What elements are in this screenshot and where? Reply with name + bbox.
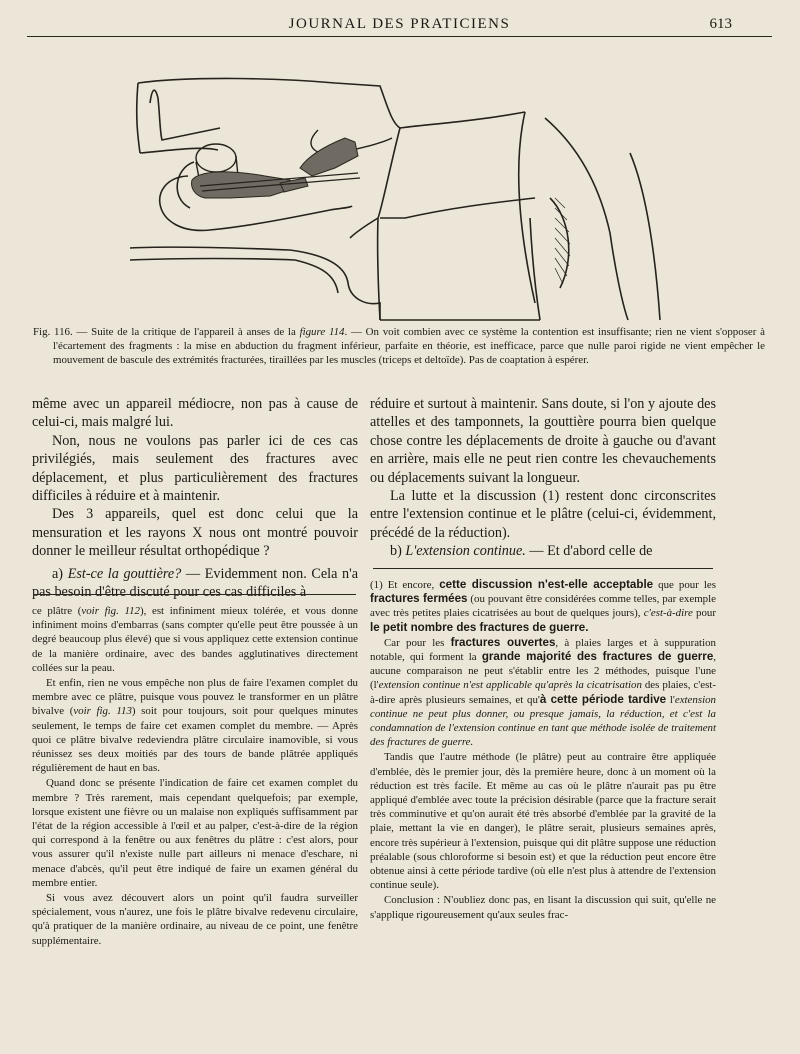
- caption-text-2: . — On voit combien avec ce système la contention est insuffisante; rien ne vient s'opposer à l'écartement des fragments : la mise en abduction du fragment inférieur, parfaite en théorie, est inefficace, parce que nulle paroi rigide ne vient empêcher le mouvement de bascule des extrémités fracturées, tiraillées par les muscles (triceps et deltoïde). Pas de coaptation à espérer.: [53, 326, 765, 367]
- right-note-4: Conclusion : N'oubliez donc pas, en lisant la discussion qui suit, qu'elle ne s'applique rigoureusement qu'aux seules frac-: [370, 894, 716, 921]
- left-column: [32, 395, 358, 601]
- right-note-1: (1) Et encore, cette discussion n'est-elle acceptable que pour les fractures fermées (ou pouvant être considérées comme telles, par exemple avec très petites plaies cicatrisées au bout de quelques jours), c'est-à-dire pour le petit nombre des fractures de guerre.: [370, 578, 717, 634]
- page-header: [27, 10, 772, 37]
- section-a-title: Est-ce la gouttière?: [67, 565, 182, 582]
- left-paragraph-1: même avec un appareil médiocre, non pas à cause de celui-ci, mais malgré lui.: [32, 396, 358, 431]
- figure-caption: [33, 325, 765, 368]
- right-column: [370, 395, 716, 561]
- left-note-4: Si vous avez découvert alors un point qu'il faudra surveiller spécialement, vous n'aurez, une fois le plâtre bivalve redevenu circulaire, qu'à pratiquer de la manière ordinaire, au niveau de ce point, une fenêtre supplémentaire.: [32, 892, 358, 947]
- right-note-2: Car pour les fractures ouvertes, à plaies larges et à suppuration notable, qui forment la grande majorité des fractures de guerre, aucune comparaison ne peut s'établir entre les 2 méthodes, puisque l'une (l'extension continue n'est applicable qu'après la cicatrisation des plaies, c'est-à-dire après plusieurs semaines, et qu'à cette période tardive l'extension continue ne peut plus donner, ou presque jamais, la réduction, et c'est la condamnation de l'extension continue en tant que méthode isolée de traitement des fractures de guerre.: [370, 635, 717, 749]
- page-number: 613: [709, 16, 732, 32]
- fig-ref-112: voir fig. 112: [81, 605, 140, 617]
- fig-ref-113: voir fig. 113: [73, 705, 132, 718]
- right-paragraph-1: réduire et surtout à maintenir. Sans doute, si l'on y ajoute des attelles et des tamponnets, la gouttière pourra bien quelque chose contre les déplacements de droite à gauche ou d'avant en arrière, mais elle ne peut rien contre les chevauchements ou déplacements suivant la longueur.: [370, 396, 716, 486]
- figure-illustration: [130, 58, 690, 323]
- left-paragraph-2: Non, nous ne voulons pas parler ici de ces cas privilégiés, mais seulement des fractures avec déplacement, et plus particulièrement des fractures difficiles à réduire et à maintenir.: [32, 432, 358, 505]
- section-b-title: L'extension continue.: [405, 543, 526, 560]
- right-note-3: Tandis que l'autre méthode (le plâtre) peut au contraire être appliquée d'emblée, dès le premier jour, dès la première heure, donc à un moment où la réduction est très facile. Et même au cas où le plâtre n'aurait pas pu être appliqué d'emblée avec toute la précision désirable (parce que la fracture serait très comminutive et qu'on aurait été très absorbé d'emblée par la gravité de la plaie, mettant la vie en danger), le plâtre serait, plusieurs semaines après, encore très supérieur à l'extension, puisque qui dit plâtre suppose une réduction préalable (sous chloroforme si besoin est) et que la réduction peut encore être obtenue ainsi à cette période tardive (où elle n'est plus à attendre de l'extension continue seule).: [370, 751, 716, 892]
- section-b-text: — Et d'abord celle de: [525, 543, 653, 560]
- left-paragraph-3: Des 3 appareils, quel est donc celui que la mensuration et les rayons X nous ont montré pouvoir donner le meilleur résultat orthopédique ?: [32, 506, 358, 560]
- section-b-marker: b): [390, 543, 406, 560]
- caption-label: Fig. 116.: [33, 326, 73, 338]
- left-footnotes: [32, 604, 358, 949]
- footnote-divider-left: [34, 594, 356, 595]
- section-a-marker: a): [52, 565, 68, 582]
- left-paragraph-4: [32, 565, 358, 602]
- left-note-3: Quand donc se présente l'indication de faire cet examen complet du membre ? Très rarement, mais cependant quelquefois; par exemple, lorsque existent une fièvre ou un malaise non expliqués suffisamment par l'état de la région accessible à l'œil et au palper, c'est-à-dire de la région qui correspond à la fenêtre ou aux fenêtres du plâtre : c'est alors, pour vous assurer qu'il n'existe nulle part ailleurs ni menace d'eschare, ni menace d'abcès, qu'il peut être indiqué de faire un examen général du membre entier.: [32, 777, 358, 889]
- left-note-2: Et enfin, rien ne vous empêche non plus de faire l'examen complet du membre avec ce plâtre, puisque vous pouvez le transformer en un plâtre bivalve (voir fig. 113) soit pour toujours, soit pour quelques minutes seulement, le temps de faire cet examen complet du membre. — Après quoi ce plâtre bivalve redeviendra plâtre circulaire inamovible, si vous réunissez ses deux moitiés par des tours de bande plâtrée appliqués régulièrement de haut en bas.: [32, 677, 359, 775]
- right-footnotes: [370, 578, 716, 923]
- section-a-text: — Evidemment non. Cela n'a pas besoin d'être discuté pour ces cas difficiles à: [32, 565, 358, 601]
- footnote-divider-right: [373, 568, 713, 569]
- journal-title: JOURNAL DES PRATICIENS: [288, 16, 511, 32]
- caption-figure-ref: figure 114: [299, 326, 345, 338]
- right-paragraph-3: [370, 542, 716, 560]
- caption-text-1: — Suite de la critique de l'appareil à anses de la: [76, 326, 300, 338]
- right-paragraph-2: La lutte et la discussion (1) restent donc circonscrites entre l'extension continue et le plâtre (celui-ci, évidemment, précédé de la réduction).: [370, 488, 716, 541]
- left-note-1: ce plâtre (voir fig. 112), est infiniment mieux tolérée, et vous donne infiniment moins d'embarras (sans compter qu'elle peut être poussée à un degré beaucoup plus élevé) que si vous appliquez cette extension continue de la manière ordinaire, avec des bandes agglutinatives directement collées sur la peau.: [32, 605, 358, 674]
